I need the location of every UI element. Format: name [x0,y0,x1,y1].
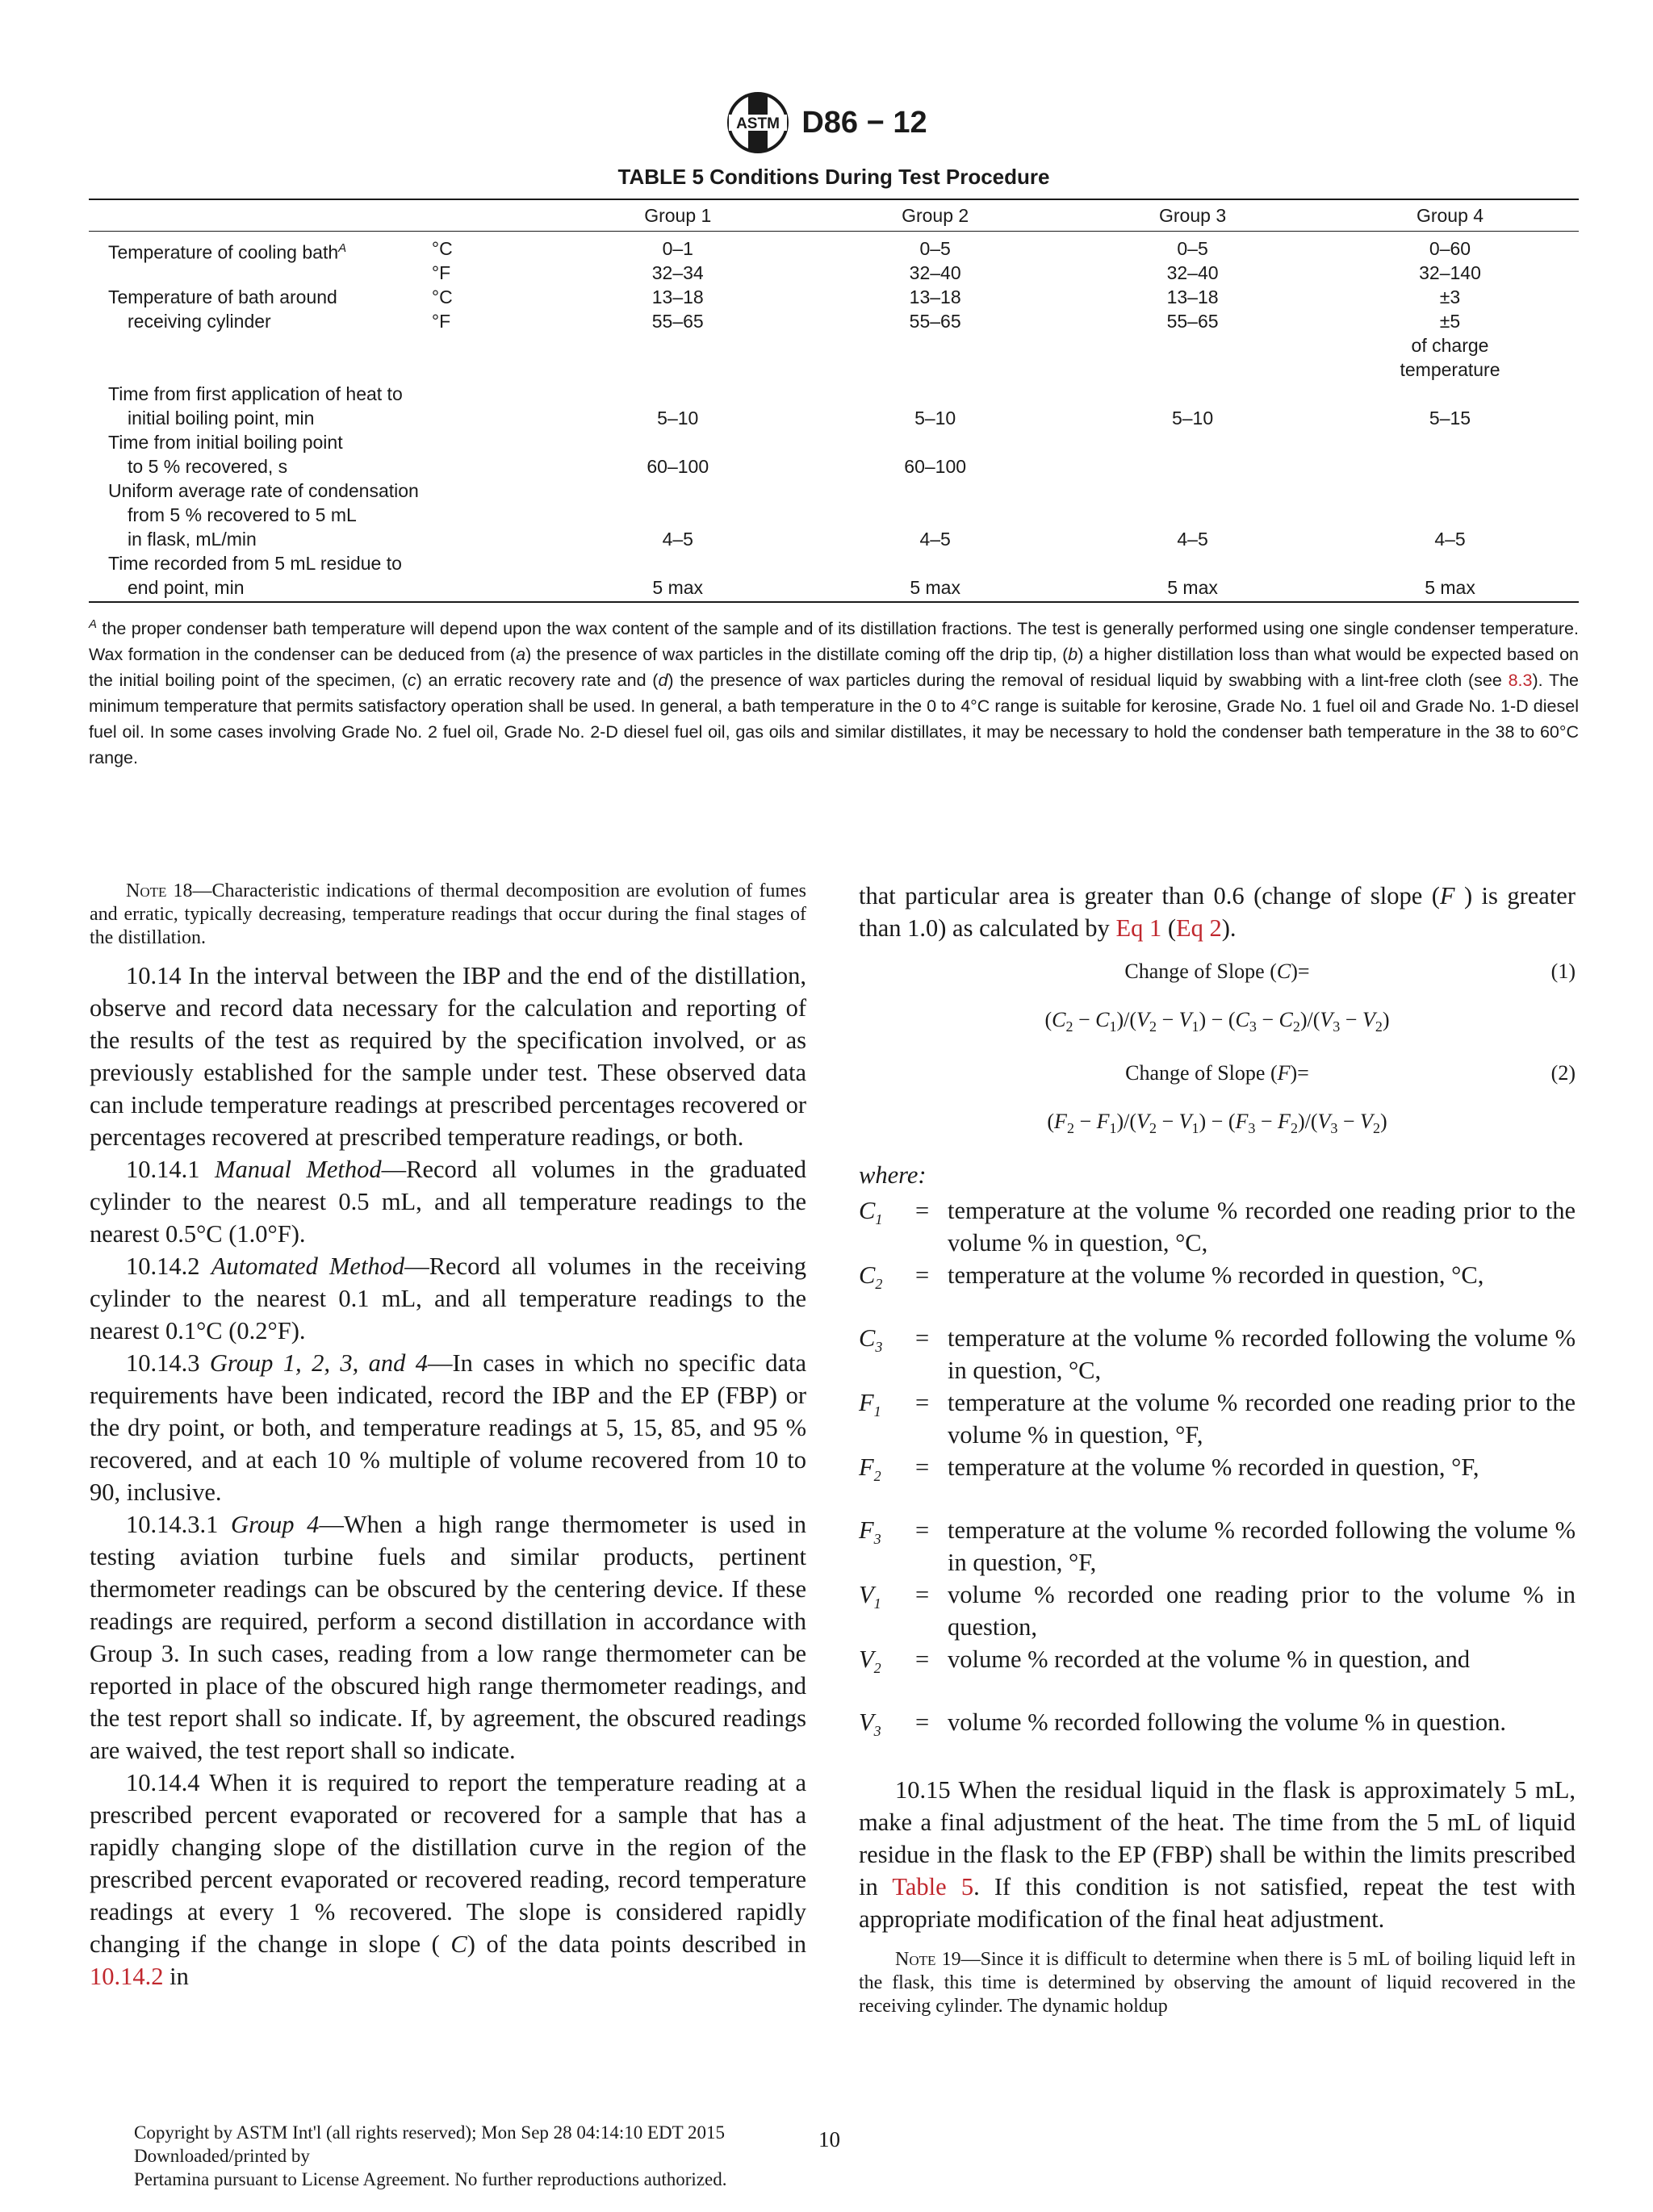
row-label: Uniform average rate of condensation from 5 % recovered to 5 mL in flask, mL/min [108,480,419,550]
column-header: Group 4 [1321,199,1579,232]
table-cell: ±3 ±5 of charge temperature [1400,286,1500,380]
table-cell: 13–18 55–65 [1166,286,1219,332]
link-section-8-3[interactable]: 8.3 [1508,671,1533,691]
table-row [89,232,1579,286]
note-18: Note 18—Characteristic indications of thermal decomposition are evolution of fumes and erratic, typically decreasing, temperature readings that occur during the final stages of the distillation. [90,880,806,948]
column-header: Group 2 [806,199,1064,232]
table-cell: 60–100 [647,456,709,477]
table-cell: 5–15 [1429,408,1471,429]
definition-item: $C_3$ = temperature at the volume % recorded following the volume % in question, °C, [859,1324,1576,1385]
where-label: where: [859,1161,927,1190]
definition-item: $V_3$ = volume % recorded following the volume % in question. [859,1708,1507,1740]
definition-item: $V_2$ = volume % recorded at the volume % in question, and [859,1645,1471,1677]
table-footnote: $^A$ the proper condenser bath temperature will depend upon the wax content of the sample and of its distillation fractions. The test is generally performed using one single condenser temperature. Wax formation in the condenser can be deduced from (a) the presence of wax particles in the distillate coming off the drip tip, (b) a higher distillation loss than what would be expected based on the initial boiling point of the specimen, (c) an erratic recovery rate and (d) the presence of wax particles during the removal of residual liquid by swabbing with a lint-free cloth (see 8.3). The minimum temperature that permits satisfactory operation shall be used. In general, a bath temperature in the 0 to 4°C range is suitable for kerosine, Grade No. 1 fuel oil and Grade No. 1-D diesel fuel oil. In some cases involving Grade No. 2 fuel oil, Grade No. 2-D diesel fuel oil, gas oils and similar distillates, it may be necessary to hold the condenser bath temperature in the 38 to 60°C range. [89,617,1580,768]
table-cell: 4–5 [919,529,951,550]
section-10-14-4: 10.14.4 When it is required to report the temperature reading at a prescribed percent evaporated or recovered for a sample that has a rapidly changing slope of the distillation curve in the region of the prescribed percent evaporated or recovered reading, record temperature readings at every 1 % recovered. The slope is considered rapidly changing if the change in slope ( C) of the data points described in 10.14.2 in [90,1769,806,1990]
table-cell: 0–1 32–34 [651,238,704,283]
row-label: Time from first application of heat to initial boiling point, min [108,383,403,429]
row-label: Time from initial boiling point to 5 % recovered, s [108,432,343,477]
table-row [89,551,1579,602]
table-cell: 13–18 55–65 [909,286,961,332]
table-cell: 0–60 32–140 [1419,238,1481,283]
table-row [89,479,1579,551]
definition-item: $V_1$ = volume % recorded one reading prior to the volume % in question, [859,1581,1576,1641]
definition-item: $F_1$ = temperature at the volume % recorded one reading prior to the volume % in question, °F, [859,1389,1576,1449]
equation-1-label: Change of Slope (C)= (1) [859,955,1576,988]
astm-logo-icon [726,90,790,155]
table-row [89,285,1579,382]
page-number: 10 [818,2127,840,2151]
table-cell: 0–5 32–40 [1166,238,1219,283]
row-label: Time recorded from 5 mL residue to end point, min [89,551,549,602]
note-19: Note 19—Since it is difficult to determine when there is 5 mL of boiling liquid left in the flask, this time is determined by observing the amount of liquid recovered in the receiving cylinder. The dynamic holdup [859,1949,1576,2018]
equation-2-label: Change of Slope (F)= (2) [859,1057,1576,1089]
definition-item: $C_2$ = temperature at the volume % recorded in question, °C, [859,1261,1484,1293]
row-label: Temperature of cooling bath$^A$ [108,241,347,263]
section-10-15: 10.15 When the residual liquid in the flask is approximately 5 mL, make a final adjustment of the heat. The time from the 5 mL of liquid residue in the flask to the EP (FBP) shall be within the limits prescribed in Table 5. If this condition is not satisfied, repeat the test with appropriate modification of the final heat adjustment. [859,1776,1576,1934]
section-10-14: 10.14 In the interval between the IBP and the end of the distillation, observe and record data necessary for the calculation and reporting of the results of the test as required by the specification involved, or as previously established for the sample under test. These observed data can include temperature readings at prescribed percentages recovered or percentages recovered at prescribed temperature readings, or both. [90,962,806,1151]
link-eq-1[interactable]: Eq 1 [1115,914,1162,942]
row-units: °C °F [431,286,453,332]
table-cell [1064,430,1321,479]
section-10-14-3-1: 10.14.3.1 Group 4—When a high range thermometer is used in testing aviation turbine fuels and similar products, pertinent thermometer readings can be obscured by the centering device. If these readings are required, perform a second distillation in accordance with Group 3. In such cases, reading from a low range thermometer can be reported in place of the obscured high range thermometer readings, and the test report shall so indicate. If, by agreement, the obscured readings are waived, the test report shall so indicate. [90,1511,807,1764]
row-units: °C °F [431,238,453,283]
section-10-14-4-continued: that particular area is greater than 0.6 (change of slope (F ) is greater than 1.0) as calculated by Eq 1 (Eq 2). [859,882,1576,942]
row-label: Temperature of bath around receiving cylinder [108,286,337,332]
table-cell: 5–10 [1171,408,1214,429]
table-cell: 4–5 [1434,529,1466,550]
definition-item: $F_3$ = temperature at the volume % recorded following the volume % in question, °F, [859,1516,1576,1577]
table-cell: 4–5 [662,529,693,550]
section-10-14-1: 10.14.1 Manual Method—Record all volumes in the graduated cylinder to the nearest 0.5 mL, and all temperature readings to the nearest 0.5°C (1.0°F). [90,1156,806,1248]
equation-2-expression: $(F_2 - F_1)/(V_2 - V_1) - (F_3 - F_2)/(V_3 - V_2)$ [1047,1110,1387,1137]
equation-number: (1) [1550,960,1576,983]
table-cell: 5–10 [914,408,956,429]
equation-number: (2) [1550,1061,1576,1085]
table-row [89,430,1579,479]
copyright-footer: Copyright by ASTM Int'l (all rights reserved); Mon Sep 28 04:14:10 EDT 2015 Downloaded/printed by Pertamina pursuant to License Agreement. No further reproductions authorized. [134,2122,727,2189]
link-eq-2[interactable]: Eq 2 [1176,914,1222,942]
document-designation: D86 − 12 [801,105,927,140]
table-cell: 13–18 55–65 [651,286,704,332]
section-10-14-3: 10.14.3 Group 1, 2, 3, and 4—In cases in which no specific data requirements have been indicated, record the IBP and the EP (FBP) or the dry point, or both, and temperature readings at 5, 15, 85, and 95 % recovered, and at each 10 % multiple of volume recovered from 10 to 90, inclusive. [90,1349,807,1506]
table-cell [1321,430,1579,479]
table-header-row [89,199,1579,232]
left-column [90,880,806,1992]
table-cell: 60–100 [904,456,967,477]
definition-item: $F_2$ = temperature at the volume % recorded in question, °F, [859,1453,1479,1485]
page-header [0,90,1653,155]
table-cell: 5 max [806,551,1064,602]
right-column [859,880,1576,2028]
definition-item: $C_1$ = temperature at the volume % recorded one reading prior to the volume % in question, °C, [859,1197,1576,1257]
table-cell: 5 max [1064,551,1321,602]
table-cell: 5 max [1321,551,1579,602]
table-cell: 4–5 [1177,529,1208,550]
link-section-10-14-2[interactable]: 10.14.2 [90,1963,164,1990]
section-10-14-2: 10.14.2 Automated Method—Record all volumes in the receiving cylinder to the nearest 0.1 mL, and all temperature readings to the nearest 0.1°C (0.2°F). [90,1252,806,1344]
conditions-table [89,199,1579,603]
equation-1-expression: $(C_2 - C_1)/(V_2 - V_1) - (C_3 - C_2)/(V_3 - V_2)$ [1044,1008,1390,1035]
logo-text: ASTM [736,115,780,132]
table-cell: 5 max [549,551,806,602]
column-header: Group 1 [549,199,806,232]
table-title: TABLE 5 Conditions During Test Procedure [617,165,1050,189]
column-header: Group 3 [1064,199,1321,232]
table-cell: 5–10 [657,408,699,429]
table-cell: 0–5 32–40 [909,238,961,283]
link-table-5[interactable]: Table 5 [892,1873,974,1901]
table-row [89,382,1579,430]
